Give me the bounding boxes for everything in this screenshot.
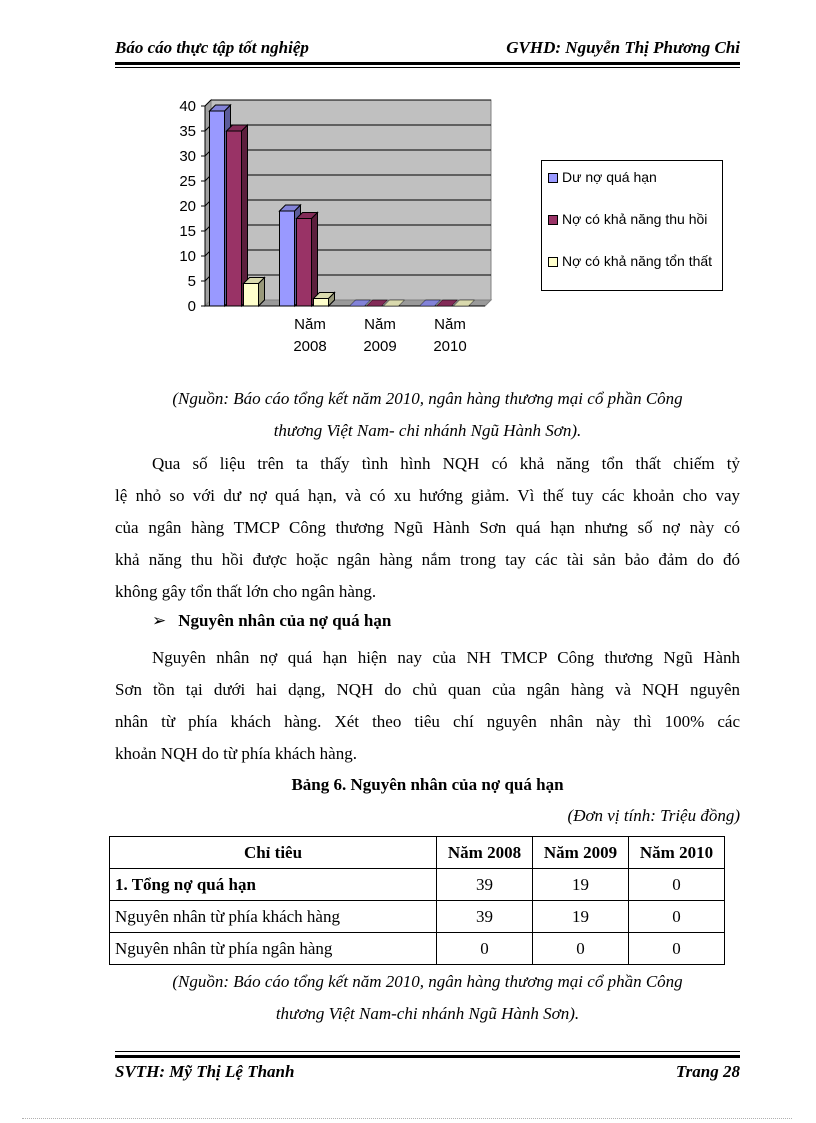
cell-value: 0 bbox=[533, 933, 629, 965]
table-title: Bảng 6. Nguyên nhân của nợ quá hạn bbox=[291, 775, 564, 794]
cell-value: 19 bbox=[533, 869, 629, 901]
cell-value: 39 bbox=[437, 869, 533, 901]
text-line: Qua số liệu trên ta thấy tình hình NQH có khả năng tổn thất chiếm tỷ bbox=[152, 454, 740, 473]
y-tick-label: 30 bbox=[179, 148, 196, 165]
y-tick-label: 40 bbox=[179, 98, 196, 115]
text-line: khoản NQH do từ phía khách hàng. bbox=[115, 744, 357, 763]
bar bbox=[297, 219, 312, 307]
row-label: Nguyên nhân từ phía khách hàng bbox=[110, 901, 437, 933]
cell-value: 39 bbox=[437, 901, 533, 933]
legend-label: Nợ có khả năng thu hồi bbox=[562, 211, 708, 227]
text-line: không gây tổn thất lớn cho ngân hàng. bbox=[115, 582, 377, 601]
bar-chart bbox=[160, 94, 540, 364]
column-header: Năm 2010 bbox=[629, 837, 725, 869]
x-tick-label: 2008 bbox=[293, 338, 327, 355]
bar bbox=[210, 111, 225, 306]
text-line: lệ nhỏ so với dư nợ quá hạn, và có xu hướng giảm. Vì thế tuy các khoản cho vay bbox=[115, 486, 740, 505]
heading-text: Nguyên nhân của nợ quá hạn bbox=[178, 611, 392, 630]
footer-rule-thin bbox=[115, 1051, 740, 1052]
x-tick-label: Năm bbox=[294, 316, 326, 333]
source-line: (Nguồn: Báo cáo tổng kết năm 2010, ngân hàng thương mại cổ phần Công bbox=[172, 389, 683, 408]
source-line: (Nguồn: Báo cáo tổng kết năm 2010, ngân hàng thương mại cổ phần Công bbox=[172, 972, 683, 991]
bar bbox=[314, 299, 329, 307]
cell-value: 0 bbox=[437, 933, 533, 965]
x-tick-label: 2009 bbox=[363, 338, 397, 355]
header-rule-thin bbox=[115, 67, 740, 68]
footer-student: SVTH: Mỹ Thị Lệ Thanh bbox=[115, 1062, 295, 1081]
text-line: khả năng thu hồi được hoặc ngân hàng nắm trong tay các tài sản bảo đảm do đó bbox=[115, 550, 740, 569]
y-tick-label: 0 bbox=[187, 298, 196, 315]
text-line: nhân từ phía khách hàng. Xét theo tiêu chí nguyên nhân này thì 100% các bbox=[115, 712, 740, 731]
text-line: của ngân hàng TMCP Công thương Ngũ Hành Sơn quá hạn nhưng số nợ này có bbox=[115, 518, 740, 537]
column-header: Năm 2009 bbox=[533, 837, 629, 869]
legend-label: Dư nợ quá hạn bbox=[562, 169, 657, 185]
chart-legend bbox=[541, 160, 723, 291]
table-row bbox=[110, 933, 725, 965]
y-tick-label: 15 bbox=[179, 223, 196, 240]
y-tick-label: 25 bbox=[179, 173, 196, 190]
x-tick-label: Năm bbox=[364, 316, 396, 333]
legend-swatch bbox=[548, 173, 558, 183]
text-line: Sơn tồn tại dưới hai dạng, NQH do chủ quan của ngân hàng và NQH nguyên bbox=[115, 680, 740, 699]
bar bbox=[280, 211, 295, 306]
legend-label: Nợ có khả năng tổn thất bbox=[562, 253, 713, 269]
legend-swatch bbox=[548, 257, 558, 267]
table-source-note bbox=[115, 966, 740, 1030]
bar-side bbox=[242, 125, 248, 306]
paragraph-analysis bbox=[115, 448, 740, 608]
cell-value: 0 bbox=[629, 901, 725, 933]
y-tick-label: 20 bbox=[179, 198, 196, 215]
legend-swatch bbox=[548, 215, 558, 225]
bar bbox=[244, 284, 259, 307]
cell-value: 19 bbox=[533, 901, 629, 933]
footer-rule bbox=[115, 1055, 740, 1058]
x-tick-label: 2010 bbox=[433, 338, 467, 355]
row-label: Nguyên nhân từ phía ngân hàng bbox=[110, 933, 437, 965]
source-line: thương Việt Nam-chi nhánh Ngũ Hành Sơn). bbox=[275, 1004, 580, 1023]
arrow-bullet-icon: ➢ bbox=[152, 611, 167, 631]
header-advisor: GVHD: Nguyễn Thị Phương Chi bbox=[506, 38, 740, 57]
column-header: Chỉ tiêu bbox=[110, 837, 437, 869]
x-tick-label: Năm bbox=[434, 316, 466, 333]
y-tick-label: 10 bbox=[179, 248, 196, 265]
paragraph-causes bbox=[115, 642, 740, 770]
overdue-causes-table bbox=[109, 836, 725, 965]
row-label: 1. Tổng nợ quá hạn bbox=[110, 869, 437, 901]
column-header: Năm 2008 bbox=[437, 837, 533, 869]
header-report-title: Báo cáo thực tập tốt nghiệp bbox=[115, 38, 309, 57]
cell-value: 0 bbox=[629, 933, 725, 965]
cell-value: 0 bbox=[629, 869, 725, 901]
page-edge bbox=[22, 1118, 792, 1119]
bar bbox=[227, 131, 242, 306]
chart-source-note bbox=[115, 383, 740, 447]
table-row bbox=[110, 901, 725, 933]
source-line: thương Việt Nam- chi nhánh Ngũ Hành Sơn). bbox=[273, 421, 582, 440]
header-rule bbox=[115, 62, 740, 65]
table-unit: (Đơn vị tính: Triệu đồng) bbox=[567, 806, 740, 825]
y-tick-label: 5 bbox=[187, 273, 196, 290]
footer-page-number: Trang 28 bbox=[675, 1062, 740, 1081]
section-heading bbox=[152, 611, 391, 631]
bar-side bbox=[312, 213, 318, 307]
table-row bbox=[110, 869, 725, 901]
y-tick-label: 35 bbox=[179, 123, 196, 140]
text-line: Nguyên nhân nợ quá hạn hiện nay của NH TMCP Công thương Ngũ Hành bbox=[152, 648, 740, 667]
table-header-row bbox=[110, 837, 725, 869]
